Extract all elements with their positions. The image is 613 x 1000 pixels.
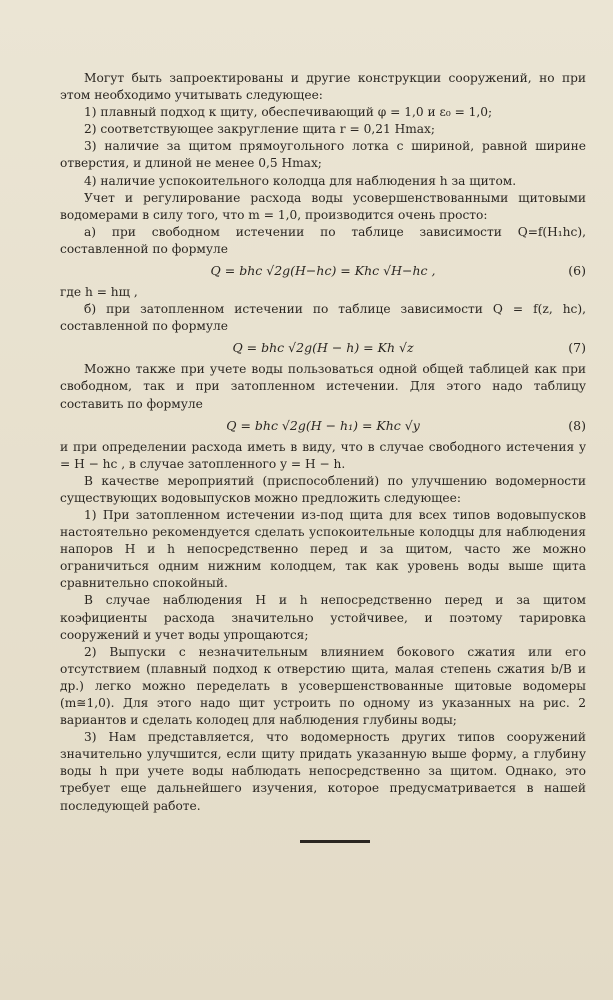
paragraph: 1) При затопленном истечении из-под щита для всех типов водовыпусков настоятельно рекомендуется сделать успокоительные колодцы для наблюдения напоров H и h непосредственно перед и за щитом, часто же можно ограничиться одним нижним колодцем, так как уровень воды выше щита сравнительно спокойный. [60, 507, 586, 591]
paragraph: где h = hщ , [60, 285, 138, 300]
text-body [60, 70, 586, 815]
paragraph: б) при затопленном истечении по таблице зависимости Q = f(z, hc), составленной по формуле [60, 302, 586, 334]
paragraph: В качестве мероприятий (приспособлений) по улучшению водомерности существующих водовыпусков можно предложить следующее: [60, 473, 586, 505]
paragraph: и при определении расхода иметь в виду, что в случае свободного истечения y = H − hc , в случае затопленного y = H − h. [60, 439, 586, 471]
equation-body: Q = bhc √2g(H − h) = Kh √z [232, 340, 414, 356]
equation-6 [60, 258, 586, 284]
list-item: 4) наличие успокоительного колодца для наблюдения h за щитом. [84, 173, 517, 188]
equation-number: (6) [568, 263, 586, 279]
paragraph: 3) Нам представляется, что водомерность других типов сооружений значительно улучшится, если щиту придать указанную выше форму, а глубину воды h при учете воды наблюдать непосредственно за щитом. Однако, это требует еще дальнейшего изучения, которое предусматривается в нашей последующей работе. [60, 730, 586, 813]
list-item: 2) соответствующее закругление щита r = 0,21 Hmax; [84, 122, 436, 137]
paragraph: а) при свободном истечении по таблице зависимости Q=f(H₁hc), составленной по формуле [60, 224, 586, 256]
equation-8 [60, 413, 586, 439]
equation-number: (7) [568, 340, 586, 356]
list-item: 3) наличие за щитом прямоугольного лотка с шириной, равной ширине отверстия, и длиной не менее 0,5 Hmax; [60, 139, 586, 171]
equation-7 [60, 335, 586, 361]
equation-body: Q = bhc √2g(H − h₁) = Khc √y [226, 417, 420, 433]
paragraph: В случае наблюдения H и h непосредственно перед и за щитом коэфициенты расхода значительно устойчивее, и поэтому тарировка сооружений и учет воды упрощаются; [60, 593, 586, 642]
list-item: 1) плавный подход к щиту, обеспечивающий φ = 1,0 и ε₀ = 1,0; [84, 105, 493, 120]
paragraph: Можно также при учете воды пользоваться одной общей таблицей как при свободном, так и при затопленном истечении. Для этого надо таблицу составить по формуле [60, 362, 586, 411]
paragraph: Учет и регулирование расхода воды усовершенствованными щитовыми водомерами в силу того, что m = 1,0, производится очень просто: [60, 190, 586, 222]
paragraph: Могут быть запроектированы и другие конструкции сооружений, но при этом необходимо учитывать следующее: [60, 71, 586, 103]
equation-number: (8) [568, 417, 586, 433]
end-rule [300, 840, 370, 843]
paragraph: 2) Выпуски с незначительным влиянием бокового сжатия или его отсутствием (плавный подход к отверстию щита, малая степень сжатия b/B и др.) легко можно переделать в усовершенствованные щитовые водомеры (m≅1,0). Для этого надо щит устроить по одному из указанных на рис. 2 вариантов и сделать колодец для наблюдения глубины воды; [60, 644, 586, 728]
equation-body: Q = bhc √2g(H−hc) = Khc √H−hc , [210, 263, 436, 279]
